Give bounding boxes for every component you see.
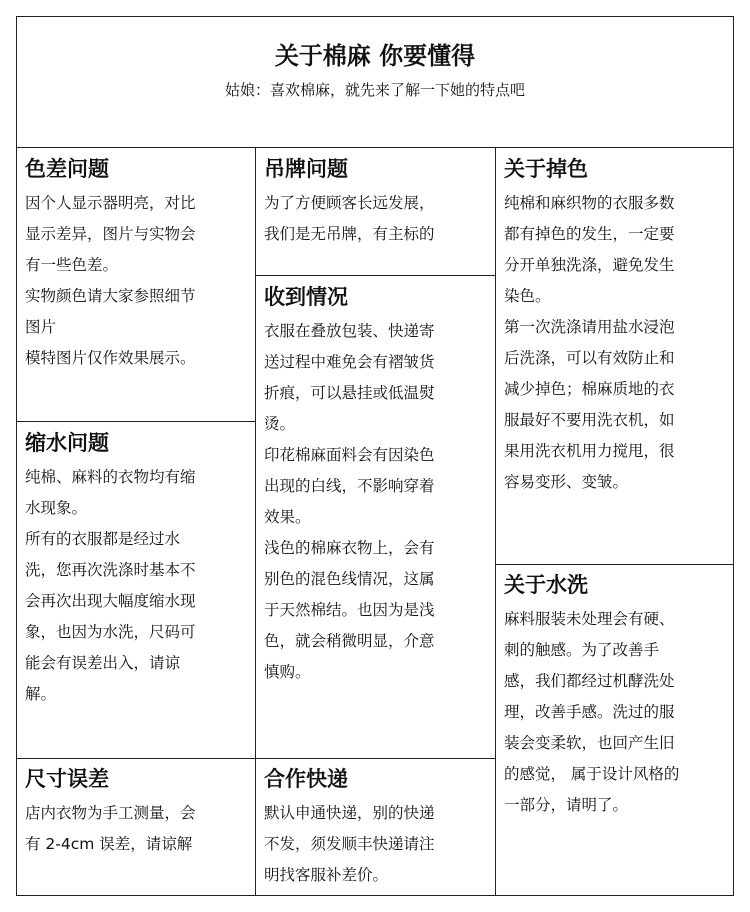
section-text: 因个人显示器明亮，对比 显示差异，图片与实物会 有一些色差。 实物颜色请大家参照细节 图片 模特图片仅作效果展示。 (25, 194, 196, 367)
section-received (264, 284, 492, 688)
section-text: 浅色的棉麻衣物上，会有 别色的混色线情况，这属 于天然棉结。也因为是浅 色，就会稍微明显，介意 慎购。 (264, 539, 435, 681)
section-text: 麻料服装未处理会有硬、 刺的触感。为了改善手 感，我们都经过机酵洗处 理，改善手感。洗过的服 装会变柔软，也回产生旧 的感觉， 属于设计风格的 一部分，请明了。 (504, 610, 680, 814)
section-title: 收到情况 (264, 285, 348, 309)
section-title: 吊牌问题 (264, 157, 348, 181)
section-text: 衣服在叠放包装、快递寄 送过程中难免会有褶皱货 折痕，可以悬挂或低温熨 烫。 (264, 322, 435, 433)
section-courier (264, 766, 492, 891)
section-title: 关于水洗 (504, 573, 588, 597)
section-text: 印花棉麻面料会有因染色 出现的白线，不影响穿着 效果。 (264, 446, 435, 526)
column-divider-1 (255, 147, 256, 896)
page-subtitle: 姑娘：喜欢棉麻，就先来了解一下她的特点吧 (224, 81, 525, 99)
col1-divider-1 (16, 421, 255, 422)
section-title: 色差问题 (25, 157, 109, 181)
page-title: 关于棉麻 你要懂得 (274, 42, 476, 70)
col1-divider-2 (16, 758, 255, 759)
section-shrinkage (25, 430, 253, 710)
section-washing (504, 572, 732, 821)
section-fading (504, 156, 732, 498)
col2-divider-2 (255, 758, 495, 759)
section-text: 纯棉和麻织物的衣服多数 都有掉色的发生，一定要 分开单独洗涤，避免发生 染色。 (504, 194, 675, 305)
section-title: 尺寸误差 (25, 767, 109, 791)
section-text: 纯棉、麻料的衣物均有缩 水现象。 (25, 468, 196, 517)
col3-divider-1 (495, 564, 734, 565)
section-text: 店内衣物为手工测量，会 有 2-4cm 误差，请谅解 (25, 804, 196, 853)
section-text: 所有的衣服都是经过水 洗，您再次洗涤时基本不 会再次出现大幅度缩水现 象，也因为水洗，尺码可 能会有误差出入，请谅 解。 (25, 530, 196, 703)
section-text: 默认申通快递，别的快递 不发，须发顺丰快递请注 明找客服补差价。 (264, 804, 435, 884)
header-divider (16, 147, 734, 148)
section-title: 缩水问题 (25, 431, 109, 455)
section-title: 关于掉色 (504, 157, 588, 181)
section-title: 合作快递 (264, 767, 348, 791)
section-tag (264, 156, 492, 250)
section-text: 第一次洗涤请用盐水浸泡 后洗涤，可以有效防止和 减少掉色；棉麻质地的衣 服最好不要用洗衣机，如 果用洗衣机用力搅甩，很 容易变形、变皱。 (504, 318, 675, 491)
section-size-error (25, 766, 253, 860)
col2-divider-1 (255, 275, 495, 276)
section-text: 为了方便顾客长远发展， 我们是无吊牌，有主标的 (264, 194, 435, 243)
column-divider-2 (495, 147, 496, 896)
header (16, 16, 734, 148)
section-color-difference (25, 156, 253, 374)
